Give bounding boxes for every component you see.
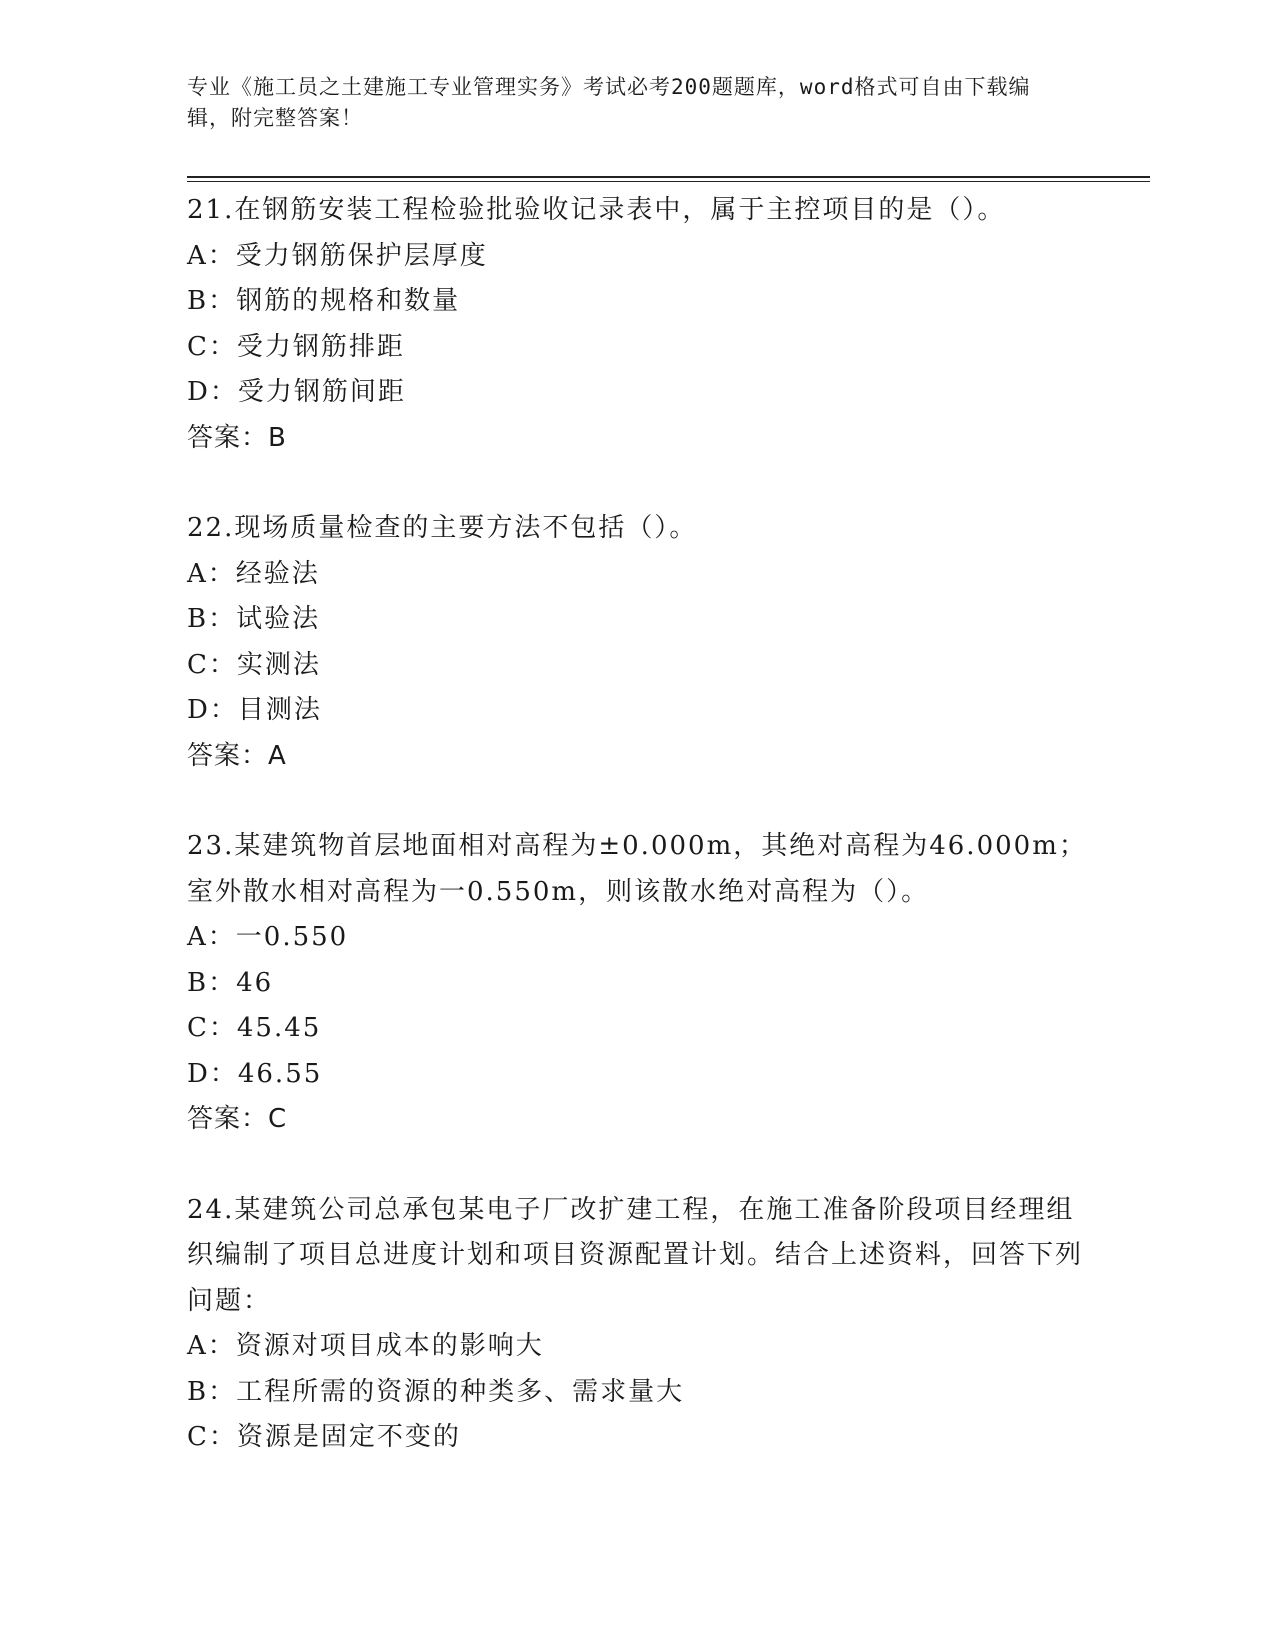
question-text: 24.某建筑公司总承包某电子厂改扩建工程，在施工准备阶段项目经理组织编制了项目总进度计划和项目资源配置计划。结合上述资料，回答下列问题： [187,1194,1084,1316]
header-divider-thick [187,176,1150,178]
option-c: C：实测法 [187,649,321,680]
option-c: C：45.45 [187,1013,322,1043]
option-d: D：目测法 [187,695,322,725]
option-c: C：资源是固定不变的 [187,1422,461,1452]
option-b: B：钢筋的规格和数量 [187,286,461,316]
header-divider-thin [187,181,1150,182]
option-b: B：试验法 [187,604,321,634]
option-b: B：工程所需的资源的种类多、需求量大 [187,1376,685,1407]
question-21 [187,188,1087,461]
option-c: C：受力钢筋排距 [187,331,405,362]
option-a: A：资源对项目成本的影响大 [187,1331,544,1361]
question-22 [187,506,1087,779]
question-list [187,188,1087,1506]
option-a: A：经验法 [187,558,320,589]
option-a: A：一0.550 [187,922,349,952]
document-header: 专业《施工员之土建施工专业管理实务》考试必考200题题库，word格式可自由下载编辑，附完整答案！ [187,75,1031,130]
answer-label: 答案：B [187,422,287,453]
question-text: 22.现场质量检查的主要方法不包括（）。 [187,513,698,543]
answer-label: 答案：C [187,1104,288,1134]
question-24 [187,1188,1087,1461]
option-d: D：受力钢筋间距 [187,377,406,407]
option-a: A：受力钢筋保护层厚度 [187,240,488,271]
answer-label: 答案：A [187,740,287,771]
option-d: D：46.55 [187,1058,323,1089]
question-text: 23.某建筑物首层地面相对高程为±0.000m，其绝对高程为46.000m；室外散水相对高程为一0.550m，则该散水绝对高程为（）。 [187,831,1087,907]
option-b: B：46 [187,967,274,998]
question-23 [187,824,1087,1143]
question-text: 21.在钢筋安装工程检验批验收记录表中，属于主控项目的是（）。 [187,195,1006,225]
